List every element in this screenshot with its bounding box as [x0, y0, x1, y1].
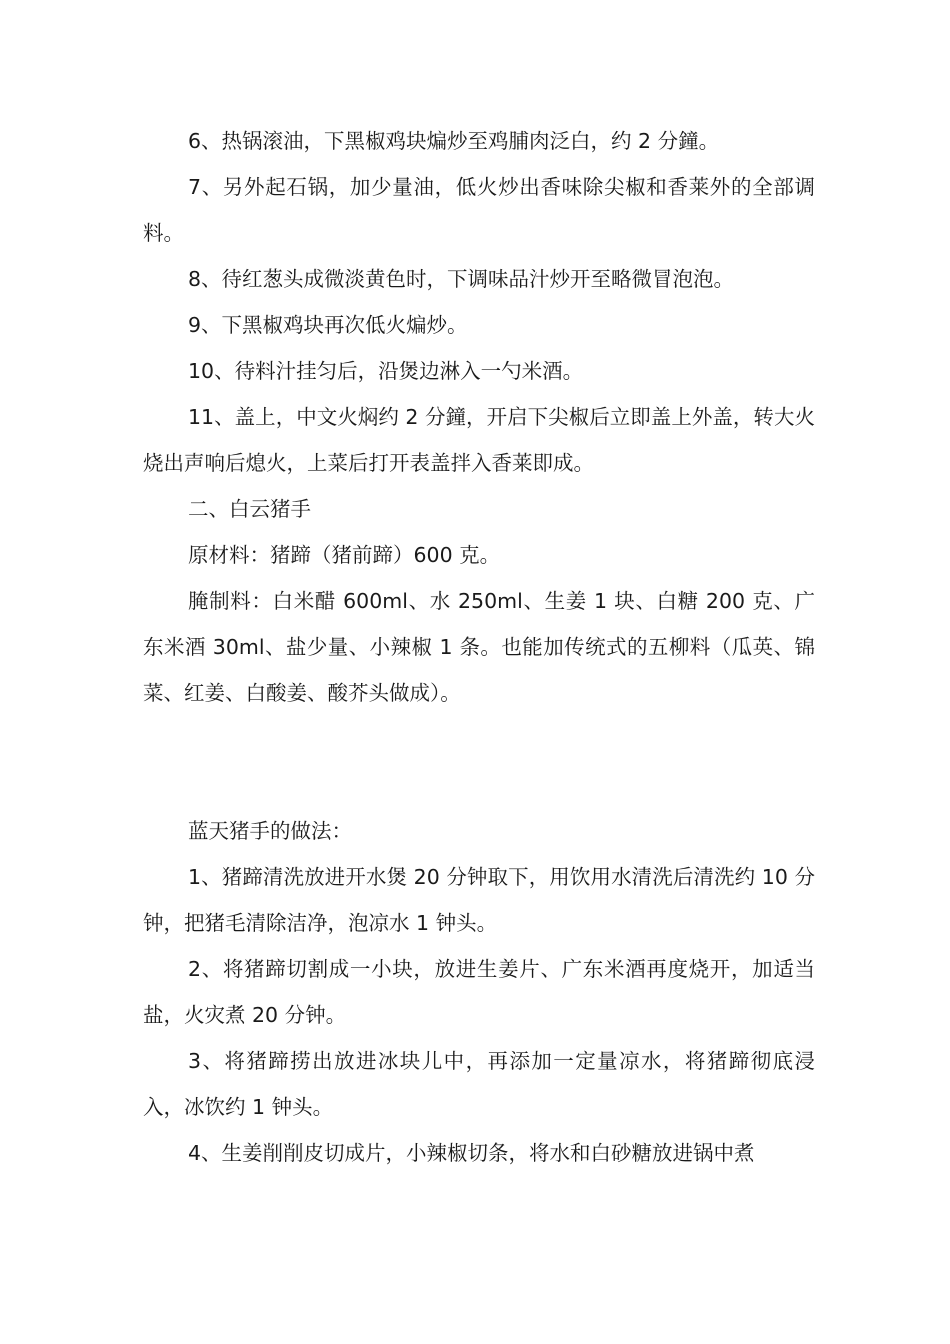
- document-body: [143, 118, 815, 1176]
- method-heading: 蓝天猪手的做法：: [188, 819, 352, 843]
- step-10-paragraph: 10、待料汁挂匀后，沿煲边淋入一勺米酒。: [188, 359, 584, 383]
- step-9-paragraph: 9、下黑椒鸡块再次低火煸炒。: [188, 313, 468, 337]
- section-heading: 二、白云猪手: [188, 497, 311, 521]
- method-step-1: 1、猪蹄清洗放进开水煲 20 分钟取下，用饮用水清洗后清洗约 10 分钟，把猪毛清除洁净，泡凉水 1 钟头。: [143, 865, 815, 935]
- ingredients-paragraph: 原材料：猪蹄（猪前蹄）600 克。: [188, 543, 501, 567]
- marinade-paragraph: 腌制料：白米醋 600ml、水 250ml、生姜 1 块、白糖 200 克、广东米酒 30ml、盐少量、小辣椒 1 条。也能加传统式的五柳料（瓜英、锦菜、红姜、白酸姜、酸芥头做成）。: [143, 589, 815, 705]
- step-7-paragraph: 7、另外起石锅，加少量油，低火炒出香味除尖椒和香莱外的全部调料。: [143, 175, 815, 245]
- method-step-3: 3、将猪蹄捞出放进冰块儿中，再添加一定量凉水，将猪蹄彻底浸入，冰饮约 1 钟头。: [143, 1049, 815, 1119]
- step-11-paragraph: 11、盖上，中文火焖约 2 分鐘，开启下尖椒后立即盖上外盖，转大火烧出声响后熄火，上菜后打开表盖拌入香莱即成。: [143, 405, 815, 475]
- step-8-paragraph: 8、待红葱头成微淡黄色时，下调味品汁炒开至略微冒泡泡。: [188, 267, 735, 291]
- blank-space: [143, 716, 815, 808]
- method-step-2: 2、将猪蹄切割成一小块，放进生姜片、广东米酒再度烧开，加适当盐，火灾煮 20 分钟。: [143, 957, 815, 1027]
- step-6-paragraph: 6、热锅滚油，下黑椒鸡块煸炒至鸡脯肉泛白，约 2 分鐘。: [188, 129, 720, 153]
- method-step-4: 4、生姜削削皮切成片，小辣椒切条，将水和白砂糖放进锅中煮: [188, 1141, 755, 1165]
